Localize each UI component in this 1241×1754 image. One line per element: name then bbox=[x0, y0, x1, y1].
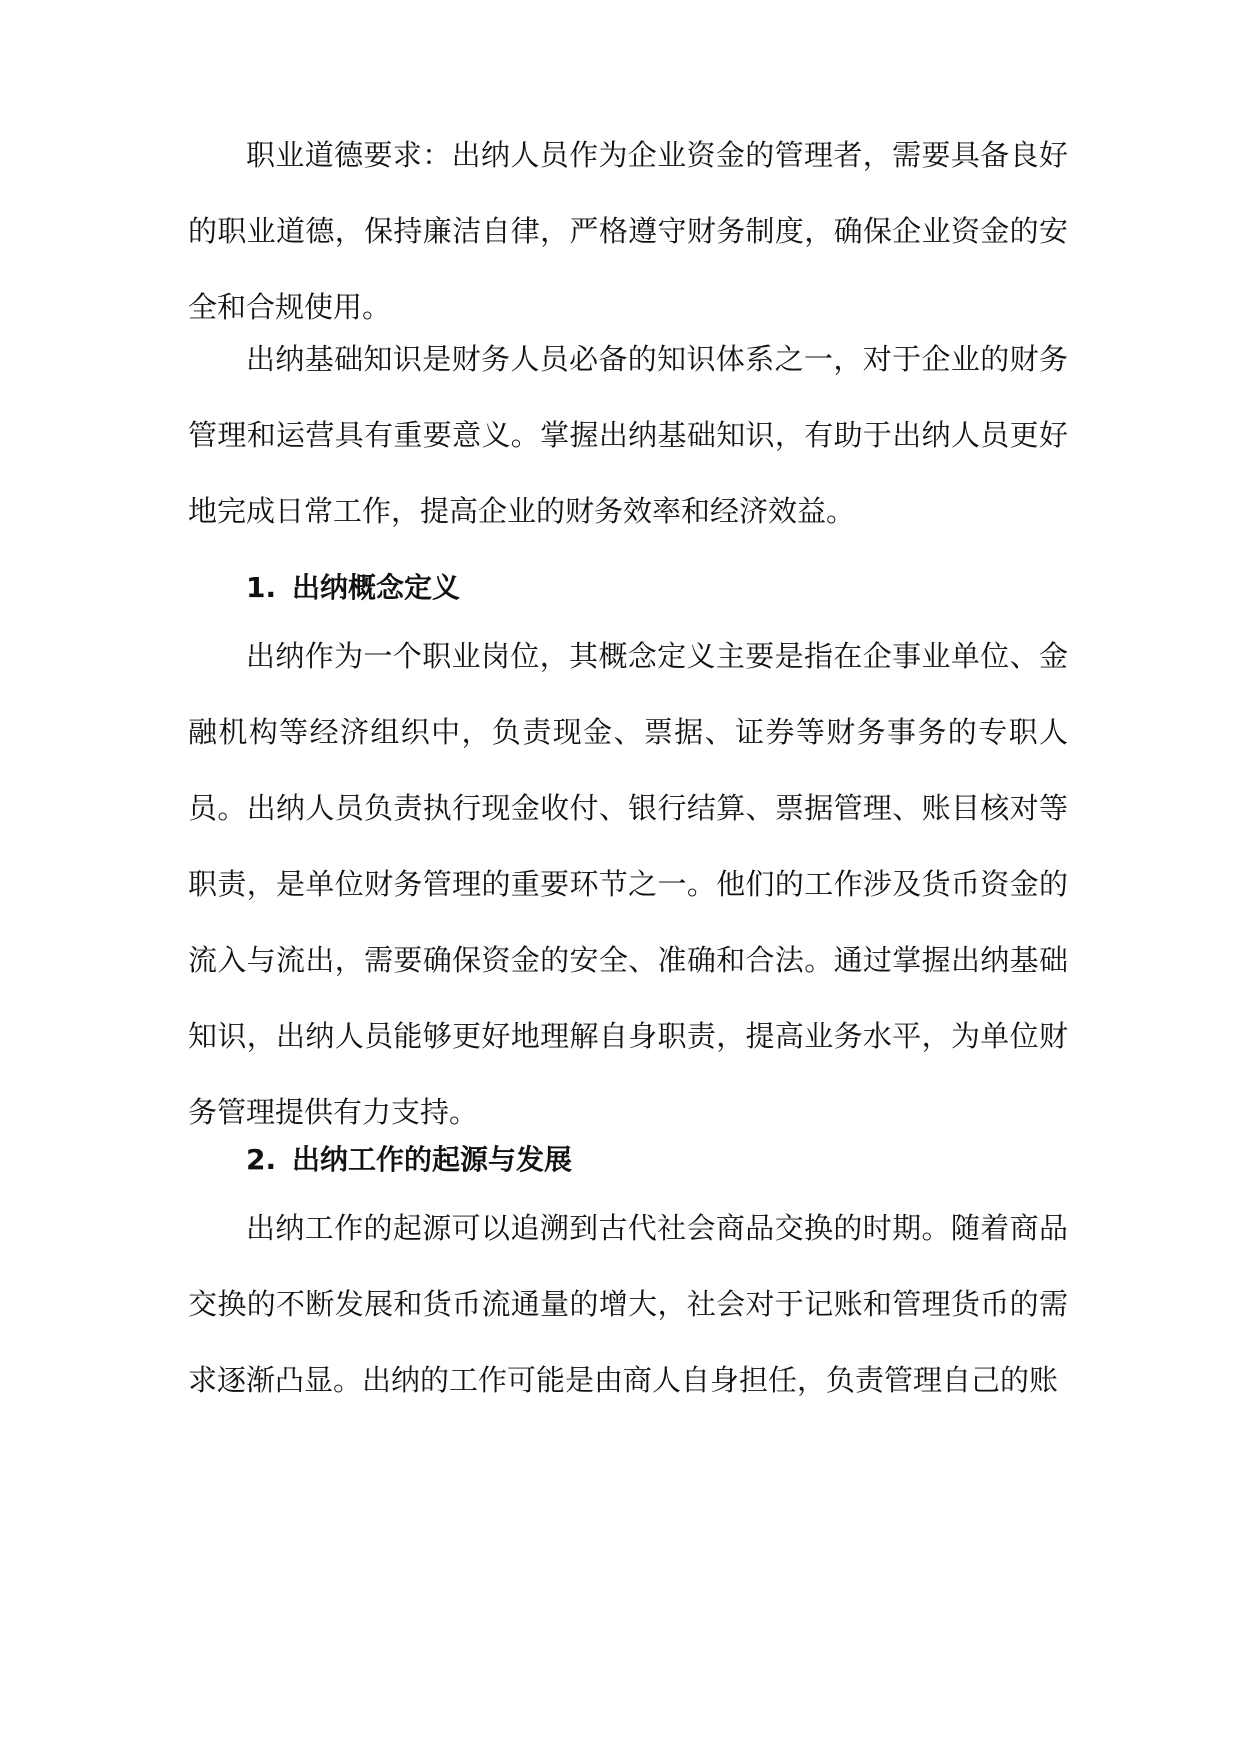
section-2-body: 出纳工作的起源可以追溯到古代社会商品交换的时期。随着商品交换的不断发展和货币流通量的增大，社会对于记账和管理货币的需求逐渐凸显。出纳的工作可能是由商人自身担任，负责管理自己的账 bbox=[188, 1211, 1068, 1397]
paragraph-ethics: 职业道德要求：出纳人员作为企业资金的管理者，需要具备良好的职业道德，保持廉洁自律，严格遵守财务制度，确保企业资金的安全和合规使用。 bbox=[188, 138, 1068, 324]
section-number: 1. bbox=[246, 571, 277, 604]
section-number: 2. bbox=[246, 1143, 277, 1176]
section-1-body: 出纳作为一个职业岗位，其概念定义主要是指在企事业单位、金融机构等经济组织中，负责现金、票据、证券等财务事务的专职人员。出纳人员负责执行现金收付、银行结算、票据管理、账目核对等职责，是单位财务管理的重要环节之一。他们的工作涉及货币资金的流入与流出，需要确保资金的安全、准确和合法。通过掌握出纳基础知识，出纳人员能够更好地理解自身职责，提高业务水平，为单位财务管理提供有力支持。 bbox=[188, 639, 1068, 1129]
section-title: 出纳工作的起源与发展 bbox=[292, 1143, 573, 1176]
paragraph-importance: 出纳基础知识是财务人员必备的知识体系之一，对于企业的财务管理和运营具有重要意义。掌握出纳基础知识，有助于出纳人员更好地完成日常工作，提高企业的财务效率和经济效益。 bbox=[188, 342, 1068, 528]
section-title: 出纳概念定义 bbox=[292, 571, 461, 604]
section-heading-2 bbox=[246, 1140, 1066, 1180]
section-heading-1 bbox=[246, 568, 1066, 608]
